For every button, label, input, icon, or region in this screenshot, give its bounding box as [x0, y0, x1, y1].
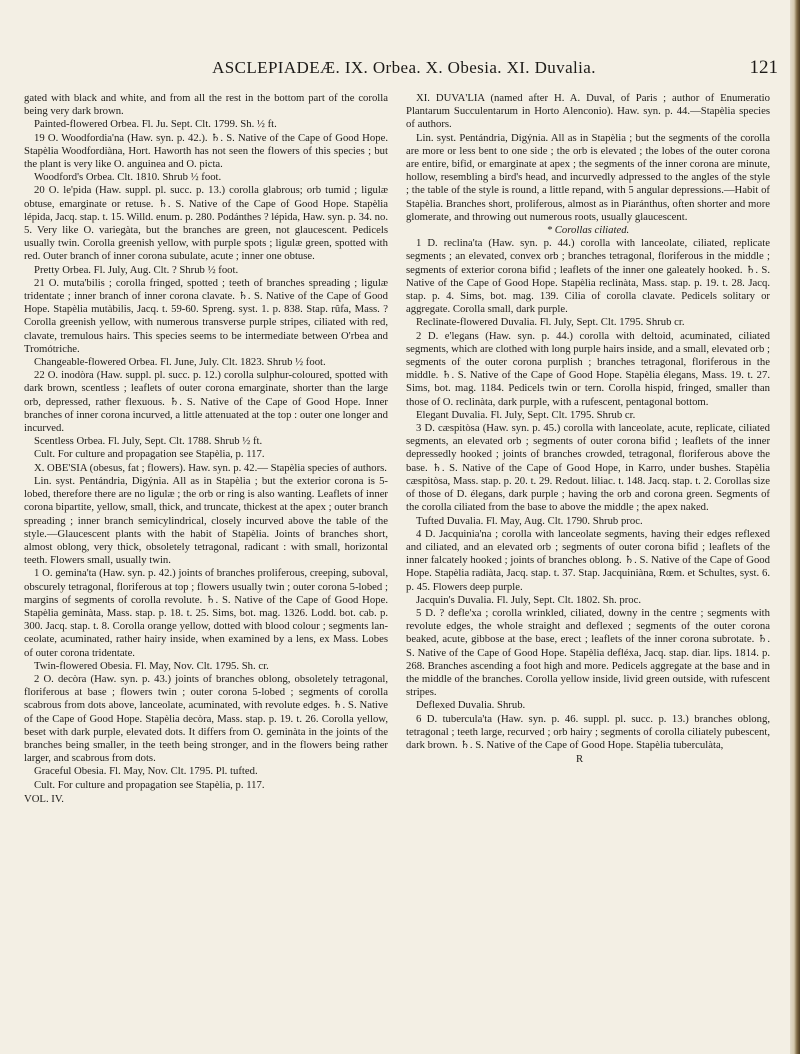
paragraph: Lin. syst. Pentándria, Digýnia. All as in Stapèlia ; but the segments of the corolla are more or less bent to one side ; the orb is elevated ; the lobes of the outer corona are entire, bifid, or emarginate at apex ; the segments of the inner corona are minute, hollow, resembling a bird's head, and incurvedly adpressed to the angles of the style ; the table of the style is round, a little repand, with 5 angular depressions.—Habit of Stapèlia. Branches short, proliferous, almost as in Piaránthus, often shorter and more glomerate, and throwing out numerous roots, usually glaucescent. [406, 131, 770, 223]
paragraph: 3 D. cæspitòsa (Haw. syn. p. 45.) corolla with lanceolate, acute, replicate, ciliated segments, an elevated orb ; segments of outer corona bifid ; leaflets of the inner depressedly hooked ; joints of branches crowded, tetragonal, floriferous above the base. ♄. S. Native of the Cape of Good Hope, in Karro, under bushes. Stapèlia cæspitòsa, Mass. stap. p. 20. t. 29. Redout. liliac. t. 148. Jacq. stap. t. 2. Corollas size of those of D. élegans, dark purple ; having the orb and corona green. Segments of the corolla ciliated from the base to above the middle ; the apex naked. [406, 422, 770, 514]
signature-mark-line [406, 753, 770, 766]
paragraph: 20 O. le'pida (Haw. suppl. pl. succ. p. 13.) corolla glabrous; orb tumid ; ligulæ obtuse, emarginate or retuse. ♄. S. Native of the Cape of Good Hope. Stapèlia lépida, Jacq. stap. t. 15. Willd. enum. p. 280. Podánthes ? lépida, Haw. syn. p. 34. no. 5. Very like O. variegàta, but the branches are green, not glaucescent. Pedicels usually twin. Corolla greenish yellow, with purple spots ; ligulæ green, spotted with red. Outer branch of inner corona subulate, acute ; inner one obtuse. [24, 184, 388, 263]
page-number: 121 [749, 57, 778, 78]
paragraph: 22 O. inodòra (Haw. suppl. pl. succ. p. 12.) corolla sulphur-coloured, spotted with dark brown, scentless ; leaflets of outer corona emarginate, shorter than the large orb, depressed, rather flexuous. ♄. S. Native of the Cape of Good Hope. Inner branches of inner corona incurved, a little attenuated at the top : outer one longer and incurved. [24, 369, 388, 435]
paragraph: 2 D. e'legans (Haw. syn. p. 44.) corolla with deltoid, acuminated, ciliated segments, which are clothed with long purple hairs inside, and a small, elevated orb ; segments of the outer corona purplish ; branches tetragonal, floriferous in the middle. ♄. S. Native of the Cape of Good Hope. Stapèlia élegans, Mass. 19. t. 27. Sims, bot. mag. 1184. Pedicels twin or tern. Corolla hispid, fringed, smaller than those of O. reclinàta, dark purple, with a rufescent, pentagonal bottom. [406, 329, 770, 408]
paragraph: 19 O. Woodfordia'na (Haw. syn. p. 42.). ♄. S. Native of the Cape of Good Hope. Stapèlia Woodfordiàna, Hort. Haworth has not seen the flowers of this species ; but the plant is very like O. anguinea and O. picta. [24, 131, 388, 171]
genus-heading: X. OBE'SIA (obesus, fat ; flowers). Haw. syn. p. 42.— Stapèlia species of authors. [34, 461, 387, 474]
paragraph: Graceful Obesia. Fl. May, Nov. Clt. 1795. Pl. tufted. [34, 765, 258, 778]
paragraph: Tufted Duvalia. Fl. May, Aug. Clt. 1790. Shrub proc. [416, 514, 643, 527]
volume-label: VOL. IV. [24, 792, 64, 805]
page-header [30, 58, 778, 84]
left-column [24, 92, 388, 1032]
paragraph: 21 O. muta'bilis ; corolla fringed, spotted ; teeth of branches spreading ; ligulæ tridentate ; inner branch of inner corona clavate. ♄. S. Native of the Cape of Good Hope. Stapèlia mutàbilis, Jacq. t. 59-60. Spreng. syst. 1. p. 838. Stap. rûfa, Mass. ? Corolla greenish yellow, with numerous transverse purple stripes, ciliated with red, clavate, tremulous hairs. This species seems to be intermediate between O'rbea and Tromótriche. [24, 276, 388, 355]
paragraph: Cult. For culture and propagation see Stapèlia, p. 117. [34, 448, 265, 461]
signature-mark: R [576, 753, 584, 766]
paragraph: Woodford's Orbea. Clt. 1810. Shrub ½ foot. [34, 171, 222, 184]
paragraph: Deflexed Duvalia. Shrub. [416, 699, 526, 712]
paragraph: 1 O. gemina'ta (Haw. syn. p. 42.) joints of branches proliferous, creeping, suboval, obscurely tetragonal, floriferous at top ; flowers usually twin ; outer corona 5-lobed ; margins of segments of corolla revolute. ♄. S. Native of the Cape of Good Hope. Stapèlia geminàta, Mass. stap. p. 18. t. 25. Sims, bot. mag. 1326. Lodd. bot. cab. p. 300. Jacq. stap. t. 8. Corolla orange yellow, dotted with blood colour ; segments lanceolate, acuminated, rather hairy inside, when examined by a lens, ex Mass. Lobes of outer corona tridentate. [24, 567, 388, 659]
paragraph: Pretty Orbea. Fl. July, Aug. Clt. ? Shrub ½ foot. [34, 263, 239, 276]
paragraph: Cult. For culture and propagation see Stapèlia, p. 117. [34, 778, 265, 791]
paragraph: 2 O. decòra (Haw. syn. p. 43.) joints of branches oblong, obsoletely tetragonal, floriferous at base ; flowers twin ; outer corona 5-lobed ; segments of corolla scabrous from dots above, lanceolate, acuminated, with revolute edges. ♄. S. Native of the Cape of Good Hope. Stapèlia decòra, Mass. stap. p. 19. t. 26. Corolla yellow, beset with dark purple, elevated dots. It differs from O. geminàta in the joints of the branches being smaller, in the teeth being stronger, and in the flowers being rather larger, and scabrous from dots. [24, 672, 388, 765]
paragraph: Elegant Duvalia. Fl. July, Sept. Clt. 1795. Shrub cr. [416, 408, 636, 421]
right-column [406, 92, 770, 1032]
genus-heading: XI. DUVA'LIA (named after H. A. Duval, of Paris ; author of Enumeratio Plantarum Succulentarum in Horto Alenconio). Haw. syn. p. 44.—Stapèlia species of authors. [406, 92, 770, 131]
paragraph: Reclinate-flowered Duvalia. Fl. July, Sept. Clt. 1795. Shrub cr. [416, 316, 685, 329]
paragraph: gated with black and white, and from all the rest in the bottom part of the corolla being very dark brown. [24, 92, 388, 118]
paragraph: 6 D. tubercula'ta (Haw. syn. p. 46. suppl. pl. succ. p. 13.) branches oblong, tetragonal ; teeth large, recurved ; orb hairy ; segments of corolla ciliately pubescent, dark brown. ♄. S. Native of the Cape of Good Hope. Stapèlia tuberculàta, [406, 712, 770, 751]
paragraph: Twin-flowered Obesia. Fl. May, Nov. Clt. 1795. Sh. cr. [34, 659, 269, 672]
paragraph: 5 D. ? defle'xa ; corolla wrinkled, ciliated, downy in the centre ; segments with revolute edges, the whole straight and deflexed ; segments of the outer corona beaked, acute, gibbose at the base, erect ; leaflets of the inner corona subrotate. ♄. S. Native of the Cape of Good Hope. Stapèlia defléxa, Jacq. stap. diar. lips. 1814. p. 268. Branches ascending a foot high and more. Pedicels aggregate at the base and in the middle of the branches. Corolla yellow inside, livid green outside, with rufescent stripes. [406, 606, 770, 699]
paragraph: Lin. syst. Pentándria, Digýnia. All as in Stapèlia ; but the exterior corona is 5-lobed, therefore there are no ligulæ ; the orb or ring is also wanting. Leaflets of inner corona bipartite, yellow, small, thick, and truncate, thickest at the apex ; outer branch spreading ; inner branch semicylindrical, closely incurved above the table of the style.—Glaucescent plants with the habit of Stapèlia. Joints of branches short, almost oblong, very thick, obsoletely tetragonal, radicant : with small, horizontal teeth. Flowers small, usually twin. [24, 474, 388, 567]
paragraph: Painted-flowered Orbea. Fl. Ju. Sept. Clt. 1799. Sh. ½ ft. [34, 118, 277, 131]
section-heading: * Corollas ciliated. [546, 224, 630, 237]
running-head: ASCLEPIADEÆ. IX. Orbea. X. Obesia. XI. Duvalia. [212, 58, 596, 77]
paragraph: Jacquin's Duvalia. Fl. July, Sept. Clt. 1802. Sh. proc. [416, 593, 642, 606]
paragraph: 4 D. Jacquinia'na ; corolla with lanceolate segments, having their edges reflexed and ciliated, and an elevated orb ; segments of outer corona bifid ; leaflets of the inner falcately hooked ; joints of branches oblong. ♄. S. Native of the Cape of Good Hope. Stapèlia radiàta, Jacq. stap. t. 37. Stap. Jacquiniàna, Rœm. et Schultes, syst. 6. p. 45. Flowers deep purple. [406, 527, 770, 593]
paragraph: Changeable-flowered Orbea. Fl. June, July. Clt. 1823. Shrub ½ foot. [34, 356, 326, 369]
paragraph: Scentless Orbea. Fl. July, Sept. Clt. 1788. Shrub ½ ft. [34, 435, 263, 448]
page-edge-shadow [790, 0, 800, 1054]
paragraph: 1 D. reclina'ta (Haw. syn. p. 44.) corolla with lanceolate, ciliated, replicate segments ; an elevated, convex orb ; branches tetragonal, floriferous in the middle ; segments of exterior corona bifid ; leaflets of the inner one galeately hooked. ♄. S. Native of the Cape of Good Hope. Stapèlia reclinàta, Mass. stap. p. 19. t. 28. Jacq. stap. p. 4. Sims, bot. mag. 139. Cilia of corolla clavate. Pedicels solitary or aggregate. Corolla small, dark purple. [406, 237, 770, 316]
page-footer [24, 793, 388, 806]
